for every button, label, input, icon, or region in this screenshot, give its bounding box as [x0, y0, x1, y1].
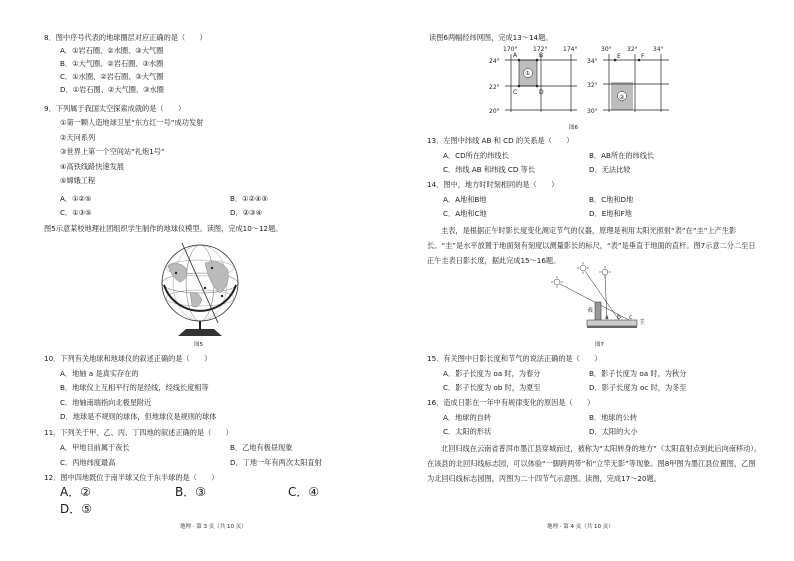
fig5-caption: 图5: [194, 342, 203, 348]
q8-option-c[interactable]: C．①水圈、②岩石圈、③大气圈: [60, 72, 164, 81]
q9-item-4: ④高铁线路快速发展: [60, 162, 124, 171]
q16-option-a[interactable]: A．地球的自转: [443, 413, 492, 422]
q10-stem: 10．下列有关地球和地球仪的叙述正确的是（ ）: [44, 354, 212, 363]
left-footer: 地理 · 第 3 页（共 10 页）: [180, 524, 247, 530]
q11-option-a[interactable]: A．甲地目前属于夜长: [60, 443, 130, 452]
q8-option-d[interactable]: D．①岩石圈、②大气圈、③水圈: [60, 85, 164, 94]
intro-fig8: 北回归线在云南省普洱市墨江县穿城而过，被称为“太阳转身的地方”（太阳直射点到此后向南移动）。在该县的北回归线标志园，可以体验“一脚跨两带”和“立竿无影”等现象。图8甲图为墨江县位置图，乙图为北回归线标志园图，丙图为二十四节气示意图。读图，完成17～20题。: [427, 444, 762, 483]
fig6-left-top-3: 174°: [563, 46, 578, 53]
intro-fig5: 图5示意某校地理社团组织学生制作的地球仪模型。读图，完成10～12题。: [44, 224, 283, 233]
q12-option-a[interactable]: A．②: [60, 485, 91, 499]
fig6-point-c: C: [513, 89, 518, 96]
fig6-point-b: B: [539, 52, 544, 59]
q13-option-c[interactable]: C．纬线 AB 和纬线 CD 等长: [443, 165, 536, 174]
fig6-right-side-2: 32°: [587, 82, 598, 89]
intro-fig6: 读图6两幅经纬网图，完成13～14题。: [429, 33, 553, 42]
q12-option-c[interactable]: C．④: [288, 485, 320, 499]
fig6-left-side-2: 22°: [489, 84, 500, 91]
q13-option-d[interactable]: D．无法比较: [589, 165, 631, 174]
fig6-point-e: E: [617, 53, 621, 60]
fig6-left-mark: ①: [525, 70, 531, 77]
q10-option-d[interactable]: D．地球是不规则的球体，但地球仪是规则的球体: [60, 412, 217, 421]
fig6-right-top-1: 30°: [601, 46, 612, 53]
fig6-left-side-3: 20°: [489, 108, 500, 115]
q9-option-b[interactable]: B．①②④⑤: [230, 194, 268, 203]
q11-option-c[interactable]: C．丙地纬度最高: [60, 458, 116, 467]
q16-option-d[interactable]: D．太阳的大小: [589, 427, 638, 436]
q13-option-a[interactable]: A．CD所在的纬线长: [443, 151, 509, 160]
q16-option-c[interactable]: C．太阳的形状: [443, 427, 492, 436]
fig6-left-side-1: 24°: [489, 58, 500, 65]
q9-item-2: ②天问系列: [60, 133, 96, 142]
fig6-point-f: F: [641, 53, 645, 60]
q9-option-a[interactable]: A．①②⑤: [60, 194, 92, 203]
q15-stem: 15．有关图中日影长度和节气的说法正确的是（ ）: [427, 354, 602, 363]
q10-option-b[interactable]: B．地球仪上互相平行的是经线，经线长度相等: [60, 383, 209, 392]
fig6-right-grid: [587, 44, 679, 116]
q15-option-b[interactable]: B．影子长度为 oa 时，为秋分: [589, 369, 687, 378]
intro-fig7: 圭表，是根据正午时影长度变化测定节气的仪器，原理是利用太阳光照射“表”在“圭”上产生影长。“圭”是水平放置于地面刻有刻度以测量影长的标尺，“表”是垂直于地面的直杆。图7示意二分二至日正午圭表日影长度，据此完成15～16题。: [427, 226, 756, 265]
fig7-gnomon: [547, 262, 657, 336]
globe-figure: [150, 238, 255, 338]
q14-option-a[interactable]: A．A地和B地: [443, 195, 487, 204]
fig7-point-c: c: [629, 314, 633, 321]
q13-stem: 13．左图中纬线 AB 和 CD 的关系是（ ）: [427, 136, 574, 145]
q16-stem: 16．造成日影在一年中有规律变化的原因是（ ）: [427, 398, 595, 407]
fig6-right-side-1: 34°: [587, 58, 598, 65]
q14-option-c[interactable]: C．A地和C地: [443, 209, 487, 218]
q9-option-d[interactable]: D．②③④: [230, 208, 263, 217]
fig6-caption: 图6: [569, 125, 578, 131]
q13-option-b[interactable]: B．AB所在的纬线长: [589, 151, 655, 160]
q14-option-b[interactable]: B．C地和D地: [589, 195, 634, 204]
q10-option-a[interactable]: A．地轴 a 是真实存在的: [60, 369, 139, 378]
fig7-point-a: a: [605, 314, 609, 321]
q15-option-a[interactable]: A．影子长度为 oa 时，为春分: [443, 369, 541, 378]
q15-option-d[interactable]: D．影子长度为 oc 时，为冬至: [589, 383, 687, 392]
fig6-right-side-3: 30°: [587, 108, 598, 115]
q16-option-b[interactable]: B．地球的公转: [589, 413, 638, 422]
q8-option-a[interactable]: A．①岩石圈、②水圈、③大气圈: [60, 46, 164, 55]
q10-option-c[interactable]: C．地轴南端指向北极星附近: [60, 398, 152, 407]
q8-option-b[interactable]: B．①大气圈、②岩石圈、③水圈: [60, 59, 164, 68]
q8-stem: 8．图中序号代表的地球圈层对应正确的是（ ）: [44, 33, 207, 42]
q9-item-3: ③世界上第一个空间站“礼炮1号”: [60, 147, 165, 156]
fig6-left-top-2: 172°: [533, 46, 548, 53]
fig6-left-grid: [489, 44, 581, 116]
q11-stem: 11．下列关于甲、乙、丙、丁四地的叙述正确的是（ ）: [44, 428, 233, 437]
fig6-point-a: A: [513, 52, 518, 59]
fig6-point-d: D: [539, 89, 544, 96]
q12-stem: 12．图中四地既位于南半球又位于东半球的是（ ）: [44, 473, 219, 482]
q9-stem: 9．下列属于我国太空探索成就的是（ ）: [44, 104, 186, 113]
q14-stem: 14．图中，地方时时刻相同的是（ ）: [427, 180, 559, 189]
q15-option-c[interactable]: C．影子长度为 ob 时，为夏至: [443, 383, 541, 392]
fig7-table-label: 表: [587, 307, 594, 314]
right-footer: 地理 · 第 4 页（共 10 页）: [547, 524, 614, 530]
right-page: [397, 0, 794, 561]
fig6-right-top-2: 32°: [627, 46, 638, 53]
q9-item-5: ⑤嫦娥工程: [60, 176, 96, 185]
fig6-right-mark: ②: [619, 94, 625, 101]
q12-option-b[interactable]: B．③: [175, 485, 206, 499]
fig6-left-top-1: 170°: [503, 46, 518, 53]
q11-option-d[interactable]: D．丁地一年有两次太阳直射: [230, 458, 322, 467]
fig7-point-b: b: [617, 314, 621, 321]
fig7-gui-label: 圭: [639, 319, 646, 326]
q9-item-1: ①第一颗人造地球卫星“东方红一号”成功发射: [60, 118, 204, 127]
q11-option-b[interactable]: B．乙地有极昼现象: [230, 443, 293, 452]
fig7-caption: 图7: [595, 342, 604, 348]
q14-option-d[interactable]: D．E地和F地: [589, 209, 632, 218]
q9-option-c[interactable]: C．①③⑤: [60, 208, 92, 217]
q12-option-d[interactable]: D．⑤: [60, 502, 92, 516]
fig6-right-top-3: 34°: [653, 46, 664, 53]
